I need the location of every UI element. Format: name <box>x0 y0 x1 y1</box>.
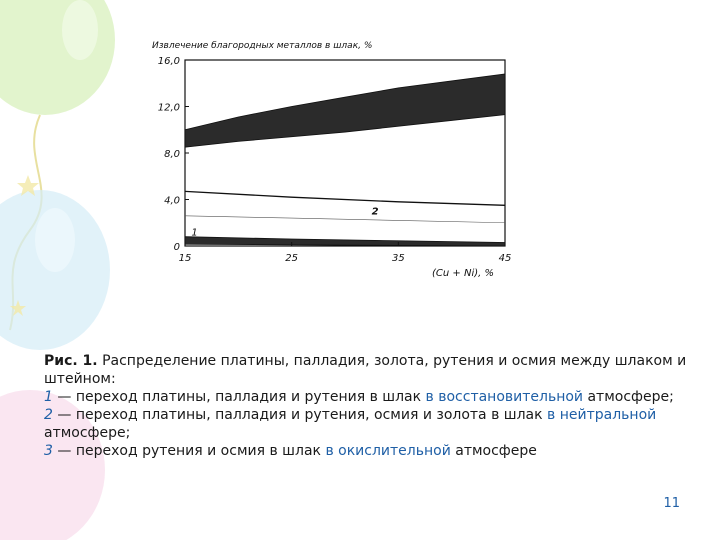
item-2-number: 2 <box>44 407 53 423</box>
annotation-1: 1 <box>191 227 198 239</box>
x-axis-label: (Cu + Ni), % <box>432 268 494 279</box>
x-tick-label: 45 <box>498 253 512 264</box>
x-tick-label: 15 <box>178 253 192 264</box>
green-balloon <box>0 0 115 115</box>
item-3-text: — переход рутения и осмия в шлак <box>52 443 326 459</box>
item-3-highlight: в окислительной <box>325 443 451 459</box>
figure-caption <box>44 352 694 460</box>
y-tick-label: 16,0 <box>157 56 180 67</box>
y-tick-label: 0 <box>173 242 180 253</box>
figure-label: Рис. 1. <box>44 353 98 369</box>
x-tick-label: 35 <box>391 253 405 264</box>
blue-balloon-highlight <box>35 208 75 272</box>
chart <box>150 38 520 283</box>
figure-text: Распределение платины, палладия, золота, рутения и осмия между шлаком и штейном: <box>44 353 687 387</box>
item-3-number: 3 <box>44 443 53 459</box>
chart-title: Извлечение благородных металлов в шлак, % <box>152 41 373 51</box>
green-balloon-highlight <box>62 0 98 60</box>
annotation-2: 2 <box>371 206 379 218</box>
item-1-tail: атмосфере; <box>583 389 674 405</box>
item-1-number: 1 <box>44 389 53 405</box>
y-tick-label: 12,0 <box>157 102 180 114</box>
y-tick-label: 4,0 <box>164 195 180 207</box>
item-1-text: — переход платины, палладия и рутения в шлак <box>52 389 426 405</box>
item-3-tail: атмосфере <box>450 443 537 459</box>
y-tick-label: 8,0 <box>164 149 180 160</box>
item-1-highlight: в восстановительной <box>425 389 584 405</box>
item-2-tail: атмосфере; <box>44 425 131 441</box>
page-number: 11 <box>663 496 680 511</box>
x-tick-label: 25 <box>285 253 299 264</box>
item-2-text: — переход платины, палладия и рутения, осмия и золота в шлак <box>52 407 548 423</box>
item-2-highlight: в нейтральной <box>547 407 657 423</box>
